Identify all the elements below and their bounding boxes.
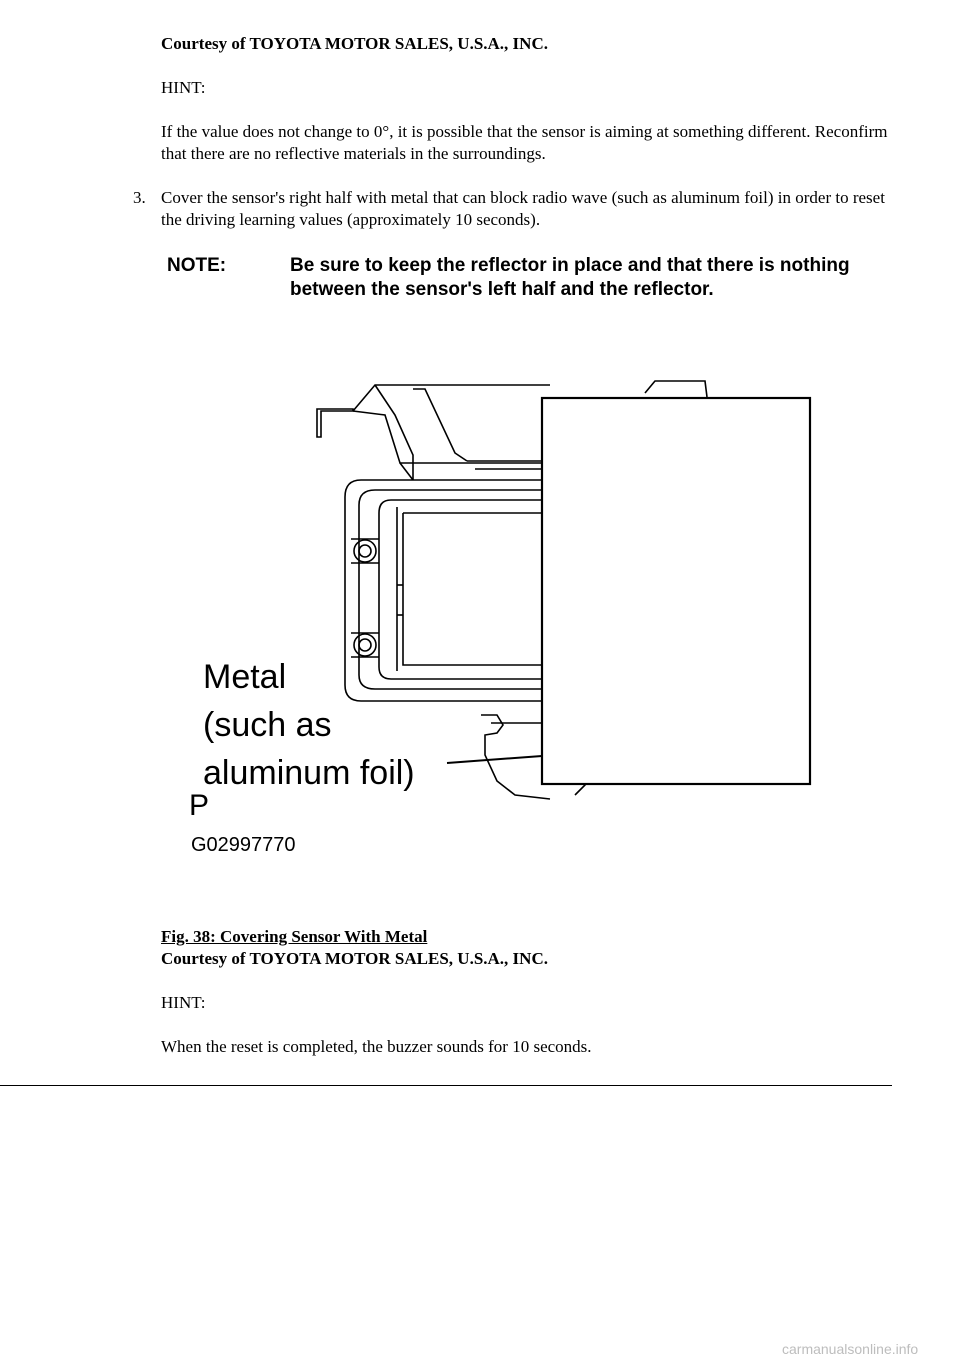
hint-text-bottom: When the reset is completed, the buzzer sounds for 10 seconds. (161, 1037, 592, 1056)
figure-label-metal: Metal (203, 658, 287, 696)
step-text: Cover the sensor's right half with metal that can block radio wave (such as aluminum foil) in order to reset the driving learning values (approximately 10 seconds). (161, 188, 885, 229)
page-divider (0, 1085, 892, 1086)
hint-label-bottom: HINT: (161, 993, 206, 1012)
figure-covering-sensor (185, 375, 835, 865)
hint-label-top: HINT: (161, 78, 206, 97)
figure-mark: P (189, 789, 210, 822)
hint-text-top: If the value does not change to 0°, it is possible that the sensor is aiming at something different. Reconfirm that there are no reflective materials in the surroundings. (161, 122, 888, 163)
note-text: Be sure to keep the reflector in place and that there is nothing between the sensor's left half and the reflector. (290, 255, 850, 300)
figure-caption[interactable]: Fig. 38: Covering Sensor With Metal (161, 927, 428, 946)
figure-label-such-as: (such as (203, 706, 332, 744)
step-number: 3. (133, 188, 146, 207)
figure-code: G02997770 (191, 834, 296, 856)
courtesy-line-top: Courtesy of TOYOTA MOTOR SALES, U.S.A., INC. (161, 34, 548, 53)
note-label: NOTE: (167, 255, 227, 276)
figure-label-aluminum-foil: aluminum foil) (203, 754, 415, 792)
courtesy-line-figure: Courtesy of TOYOTA MOTOR SALES, U.S.A., INC. (161, 949, 548, 968)
site-watermark: carmanualsonline.info (782, 1341, 919, 1357)
